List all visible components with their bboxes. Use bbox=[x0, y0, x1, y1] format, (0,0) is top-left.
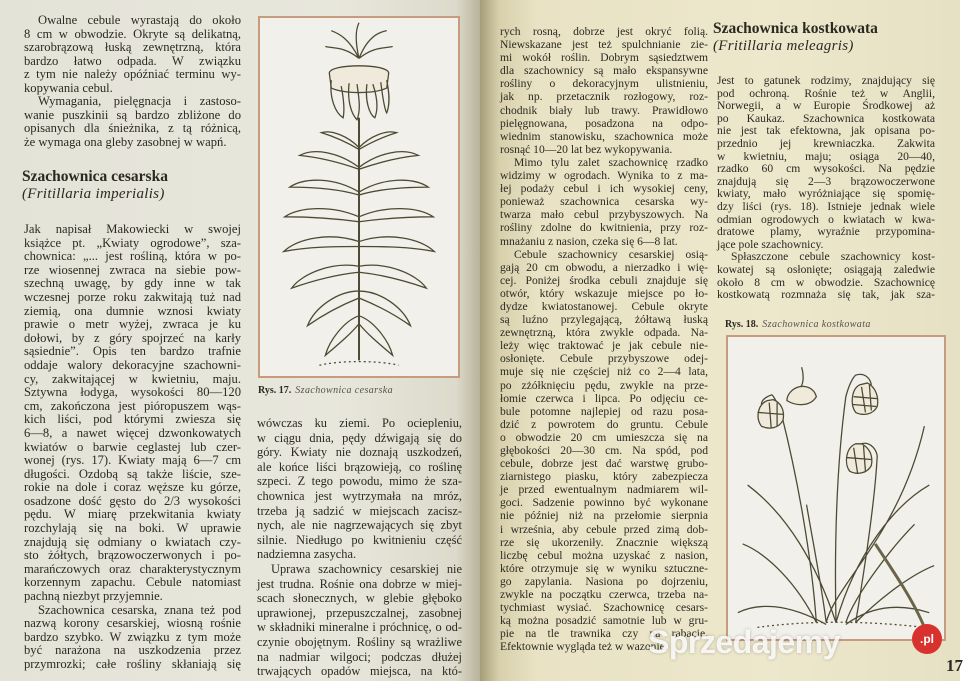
text-line: kich liści, pod którymi zwiesza się bbox=[24, 412, 241, 427]
text-line: go zapylania. Nasiona po dojrzeniu, bbox=[500, 574, 708, 588]
text-line: wiednim stanowisku, szachownica może bbox=[500, 129, 708, 143]
text-line: łej podaży cebul i ich wysokiej ceny, bbox=[500, 182, 708, 196]
text-line: góry. Kwiaty nie doznają uszkodzeń, bbox=[257, 445, 462, 460]
text-line: pielęgnowana, posadzona na odpo- bbox=[500, 116, 708, 130]
right-column-1 bbox=[500, 25, 708, 654]
text-line: dla szachownicy są mało ekspansywne bbox=[500, 64, 708, 78]
left-body-column bbox=[24, 223, 241, 672]
text-line: długości. Ozdobą są także liście, sze- bbox=[24, 466, 241, 481]
text-line: nych, ale nie nagrzewających się zbyt bbox=[257, 518, 462, 533]
section-heading bbox=[22, 168, 242, 203]
text-line: wczesnej porze roku zakwitają tuż nad bbox=[24, 289, 241, 304]
text-line: ką można posadzić samotnie lub w gru- bbox=[500, 614, 708, 628]
text-line: przednio jej krewniaczka. Zakwita bbox=[717, 136, 935, 150]
section-heading-2 bbox=[713, 20, 938, 55]
figure-snakes-head-fritillary bbox=[726, 335, 946, 641]
paragraph bbox=[500, 156, 708, 248]
text-line: korzennym zapachu. Cebule natomiast bbox=[24, 575, 241, 590]
text-line: rokie na dole i coraz węższe ku górze, bbox=[24, 480, 241, 495]
text-line: na nadmiar wilgoci; podczas dłużej bbox=[257, 649, 462, 664]
text-line: kwiatów o barwie ceglastej lub czer- bbox=[24, 439, 241, 454]
text-line: Cebule szachownicy cesarskiej osią- bbox=[514, 247, 708, 261]
text-line: tychmiast wysiać. Szachownicę cesars- bbox=[500, 601, 708, 615]
text-line: Sztywna łodyga, wysokości 80—120 bbox=[24, 385, 241, 400]
section-latin-name: (Fritillaria meleagris) bbox=[713, 38, 854, 54]
text-line: ponieważ szachownica cesarska wy- bbox=[500, 195, 708, 209]
text-line: łomie czerwca i lipca. Po odjęciu ce- bbox=[500, 391, 708, 405]
text-line: że wymaga ona gleby zasobnej w wapń. bbox=[24, 134, 227, 149]
text-line: silnie. Niedługo po kwitnieniu część bbox=[257, 532, 462, 547]
text-line: około 8 cm w obwodzie. Szachownicę bbox=[717, 275, 935, 289]
text-line: które otrzymuje się w wyniku sztuczne- bbox=[500, 561, 708, 575]
text-line: o obwodzie 20 cm umieszcza się na bbox=[500, 430, 708, 444]
text-line: rośliny zdolne do kwitnienia, przy roz- bbox=[500, 221, 708, 235]
text-line: wanie puszkinii są bardzo zbliżone do bbox=[24, 107, 241, 122]
figure-caption-17 bbox=[258, 385, 393, 396]
paragraph bbox=[24, 604, 241, 672]
text-line: cy, zakwitającej w kwietniu, maju. bbox=[24, 371, 241, 386]
text-line: książce pt. „Kwiaty ogrodowe”, sza- bbox=[24, 235, 241, 250]
text-line: Norwegii, a w Europie Środkowej aż bbox=[717, 99, 935, 113]
text-line: trzeba ją sadzić w miejscach zacisz- bbox=[257, 503, 462, 518]
text-line: 8 cm w obwodzie. Okryte są delikatną, bbox=[24, 26, 241, 41]
text-line: muje się nie częściej niż co 2—4 lata, bbox=[500, 365, 708, 379]
text-line: bule potomne najlepiej od razu posa- bbox=[500, 404, 708, 418]
text-line: kopywania cebul. bbox=[24, 80, 113, 95]
left-intro-column bbox=[24, 14, 241, 149]
text-line: pędu. W miarę przekwitania kwiaty bbox=[24, 507, 241, 522]
text-line: w kwietniu, maju; osiąga 20—40, bbox=[717, 149, 935, 163]
page-number: 17 bbox=[946, 656, 963, 675]
text-line: rozchylają się na boki. W uprawie bbox=[24, 521, 241, 536]
text-line: Owalne cebule wyrastają do około bbox=[38, 13, 241, 27]
text-line: kostkowatą rozmnaża się tak, jak sza- bbox=[717, 288, 935, 302]
text-line: jak np. przetacznik rozłogowy, roz- bbox=[500, 90, 708, 104]
text-line: Jest to gatunek rodzimy, znajdujący się bbox=[717, 74, 935, 87]
section-title: Szachownica kostkowata bbox=[713, 20, 878, 37]
text-line: kowatej są osłonięte; osiągają zaledwie bbox=[717, 262, 935, 276]
text-line: bardzo łatwo odpada. W związku bbox=[24, 53, 241, 68]
text-line: nie jest tak efektowna, jak opisana po- bbox=[717, 124, 935, 138]
text-line: prawie o metr wyżej, zwraca je ku bbox=[24, 317, 241, 332]
text-line: chownica: „... jest rośliną, która w po- bbox=[24, 249, 241, 264]
text-line: rosnąć 10—20 lat bez wykopywania. bbox=[500, 142, 673, 156]
caption-text: Szachownica cesarska bbox=[295, 385, 393, 396]
text-line: cm, zakończona jest pióropuszem wąs- bbox=[24, 398, 241, 413]
text-line: dratowe plamy, wyraźnie przypomina- bbox=[717, 225, 935, 239]
text-line: liczbę cebul można uzyskać z nasion, bbox=[500, 548, 708, 562]
text-line: leży więc traktować je jak cebule nie- bbox=[500, 339, 708, 353]
text-line: Wymagania, pielęgnacja i zastoso- bbox=[38, 94, 241, 108]
text-line: być narażona na uszkodzenia przez bbox=[24, 643, 241, 658]
text-line: czynie obojętnym. Rośliny są wrażliwe bbox=[257, 634, 462, 649]
text-line: odmian ogrodowych o kwiatach w kwa- bbox=[717, 212, 935, 226]
text-line: szarobrązową łuską zewnętrzną, która bbox=[24, 40, 241, 54]
paragraph bbox=[24, 223, 241, 604]
text-line: głębokości 20—30 cm. Na spód, pod bbox=[500, 444, 708, 457]
text-line: mi wokół roślin. Dobrym sąsiedztwem bbox=[500, 51, 708, 65]
text-line: scach słonecznych, w glebie głęboko bbox=[257, 591, 462, 606]
text-line: nie później niż na przełomie sierpnia bbox=[500, 509, 708, 523]
text-line: marańczowych oraz charakterystycznym bbox=[24, 561, 241, 576]
text-line: widzimy w ogrodach. Wynika to z ma- bbox=[500, 169, 708, 183]
text-line: cebule, dobrze jest dać warstwę grubo- bbox=[500, 457, 708, 471]
text-line: są luźno przylegającą, żółtawą łuską bbox=[500, 313, 708, 327]
caption-number: Rys. 17. bbox=[258, 385, 292, 396]
text-line: rze wiosennej zwraca na siebie pow- bbox=[24, 262, 241, 277]
caption-text: Szachownica kostkowata bbox=[762, 319, 871, 330]
text-line: pod ochroną. Rośnie też w Anglii, bbox=[717, 86, 935, 100]
text-line: znajdują się 2—3 brązowoczerwone bbox=[717, 174, 935, 188]
paragraph bbox=[257, 562, 462, 679]
text-line: cej. Poniżej środka cebuli znajduje się bbox=[500, 273, 708, 287]
section-latin-name: (Fritillaria imperialis) bbox=[22, 186, 165, 202]
text-line: dołowi, by z góry spojrzeć na karły bbox=[24, 330, 241, 345]
section-title: Szachownica cesarska bbox=[22, 168, 168, 185]
text-line: wówczas ku ziemi. Po ociepleniu, bbox=[257, 416, 462, 430]
text-line: opisanych dla śnieżnika, z tą różnicą, bbox=[24, 121, 241, 135]
text-line: rzadko 60 cm wysokości. Na pędzie bbox=[717, 162, 935, 176]
text-line: Uprawa szachownicy cesarskiej nie bbox=[271, 561, 462, 576]
watermark-logo: Sprzedajemy bbox=[648, 624, 840, 660]
left-column-2 bbox=[257, 416, 462, 679]
text-line: goci. Sadzenie powinno być wykonane bbox=[500, 496, 708, 510]
text-line: twarza mało cebul przybyszowych. Na bbox=[500, 208, 708, 222]
text-line: z tym nie należy opóźniać terminu wy- bbox=[24, 67, 241, 81]
paragraph bbox=[24, 95, 241, 149]
text-line: nadziemna zasycha. bbox=[257, 547, 357, 562]
text-line: Mimo tylu zalet szachownicę rzadko bbox=[514, 155, 708, 169]
text-line: mnażaniu z nasion, czeka się 6—8 lat. bbox=[500, 234, 678, 248]
text-line: po zżółknięciu pędu, zwykle na prze- bbox=[500, 378, 708, 392]
text-line: znajdują się odmiany o kwiatach czy- bbox=[24, 534, 241, 549]
text-line: Efektownie wygląda też w wazonie. bbox=[500, 640, 668, 654]
figure-caption-18 bbox=[725, 319, 871, 330]
text-line: trwających opadów miejsca, na któ- bbox=[257, 664, 462, 679]
text-line: nazwą korony cesarskiej, wiosną rośnie bbox=[24, 616, 241, 631]
paragraph bbox=[500, 248, 708, 654]
text-line: osadzone dość gęsto do 2/3 wysokości bbox=[24, 493, 241, 508]
text-line: ziemią, ona dumnie wznosi kwiaty bbox=[24, 303, 241, 318]
text-line: zwykle na początku czerwca, trzeba na- bbox=[500, 588, 708, 602]
text-line: dzy liści (rys. 18). Istnieje jednak wiele bbox=[717, 199, 935, 213]
text-line: jest trudna. Rośnie ona dobrze w miej- bbox=[257, 576, 462, 591]
text-line: dydze kwiatostanowej. Cebule okryte bbox=[500, 299, 708, 313]
text-line: w składniki mineralne i próchnicę, o od- bbox=[257, 620, 462, 635]
text-line: przymrozki; całe rośliny skłaniają się bbox=[24, 657, 241, 671]
text-line: szechną uwagę, by gdy inne w tak bbox=[24, 276, 241, 291]
text-line: w ciągu dnia, pędy dźwigają się do bbox=[257, 430, 462, 445]
text-line: ale końce liści brązowieją, co roślinę bbox=[257, 459, 462, 474]
right-column-2 bbox=[717, 75, 935, 302]
text-line: po Kaukaz. Szachownica kostkowata bbox=[717, 111, 935, 125]
figure-crown-imperial bbox=[258, 16, 460, 378]
paragraph bbox=[717, 251, 935, 301]
text-line: kwiaty, mało wyróżniające się spomię- bbox=[717, 187, 935, 201]
text-line: Jak napisał Makowiecki w swojej bbox=[24, 222, 241, 236]
text-line: 6—8, a nawet więcej dzwonkowatych bbox=[24, 425, 241, 440]
text-line: je przed ewentualnym nadmiarem wil- bbox=[500, 483, 708, 497]
text-line: chodnik biały lub trawy. Prawidłowo bbox=[500, 103, 708, 117]
text-line: pachną niezbyt przyjemnie. bbox=[24, 589, 163, 604]
left-page bbox=[0, 0, 480, 681]
paragraph bbox=[717, 75, 935, 251]
paragraph bbox=[500, 25, 708, 156]
caption-number: Rys. 18. bbox=[725, 319, 759, 330]
text-line: bardzo szybko. W związku z tym może bbox=[24, 629, 241, 644]
text-line: Niewskazane jest też spulchnianie zie- bbox=[500, 38, 708, 52]
text-line: chownica jest wytrzymała na mróz, bbox=[257, 488, 462, 503]
text-line: dzić z powrotem do gruntu. Cebule bbox=[500, 417, 708, 431]
text-line: sto żółtych, brązowoczerwonych i po- bbox=[24, 548, 241, 563]
text-line: rych rosną, dobrze jest okryć folią. bbox=[500, 25, 708, 38]
text-line: Spłaszczone cebule szachownicy kost- bbox=[731, 250, 935, 264]
text-line: oddaje walory dekoracyjne szachowni- bbox=[24, 357, 241, 372]
crown-imperial-illustration bbox=[260, 18, 458, 376]
text-line: wonej (rys. 17). Kwiaty mają 6—7 cm bbox=[24, 453, 241, 468]
fritillary-illustration bbox=[728, 337, 944, 639]
text-line: uprawionej, przepuszczalnej, zasobnej bbox=[257, 605, 462, 620]
paragraph bbox=[257, 416, 462, 562]
text-line: szpeci. Z tego powodu, mimo że sza- bbox=[257, 474, 462, 489]
watermark-badge: .pl bbox=[912, 624, 942, 654]
text-line: osłonięte. Cebule przybyszowe odej- bbox=[500, 352, 708, 366]
text-line: i września, aby cebule przed zimą dob- bbox=[500, 522, 708, 536]
text-line: pie na tle trawnika czy na rabacie. bbox=[500, 627, 708, 641]
text-line: rze się ukorzeniły. Znacznie większą bbox=[500, 535, 708, 549]
text-line: zewnętrzną, która zwykle odpada. Na- bbox=[500, 326, 708, 340]
text-line: Szachownica cesarska, znana też pod bbox=[38, 602, 241, 617]
paragraph bbox=[24, 14, 241, 95]
text-line: ziarnistego piasku, który zabezpiecza bbox=[500, 470, 708, 484]
text-line: gają 20 cm obwodu, a nierzadko i wię- bbox=[500, 260, 708, 274]
text-line: sąsiednie”. Opis ten bardzo trafnie bbox=[24, 344, 241, 359]
text-line: jące pole szachownicy. bbox=[717, 237, 824, 251]
text-line: rośliny o dekoracyjnym ulistnieniu, bbox=[500, 77, 708, 91]
text-line: otwór, który wskazuje miejsce po ło- bbox=[500, 286, 708, 300]
